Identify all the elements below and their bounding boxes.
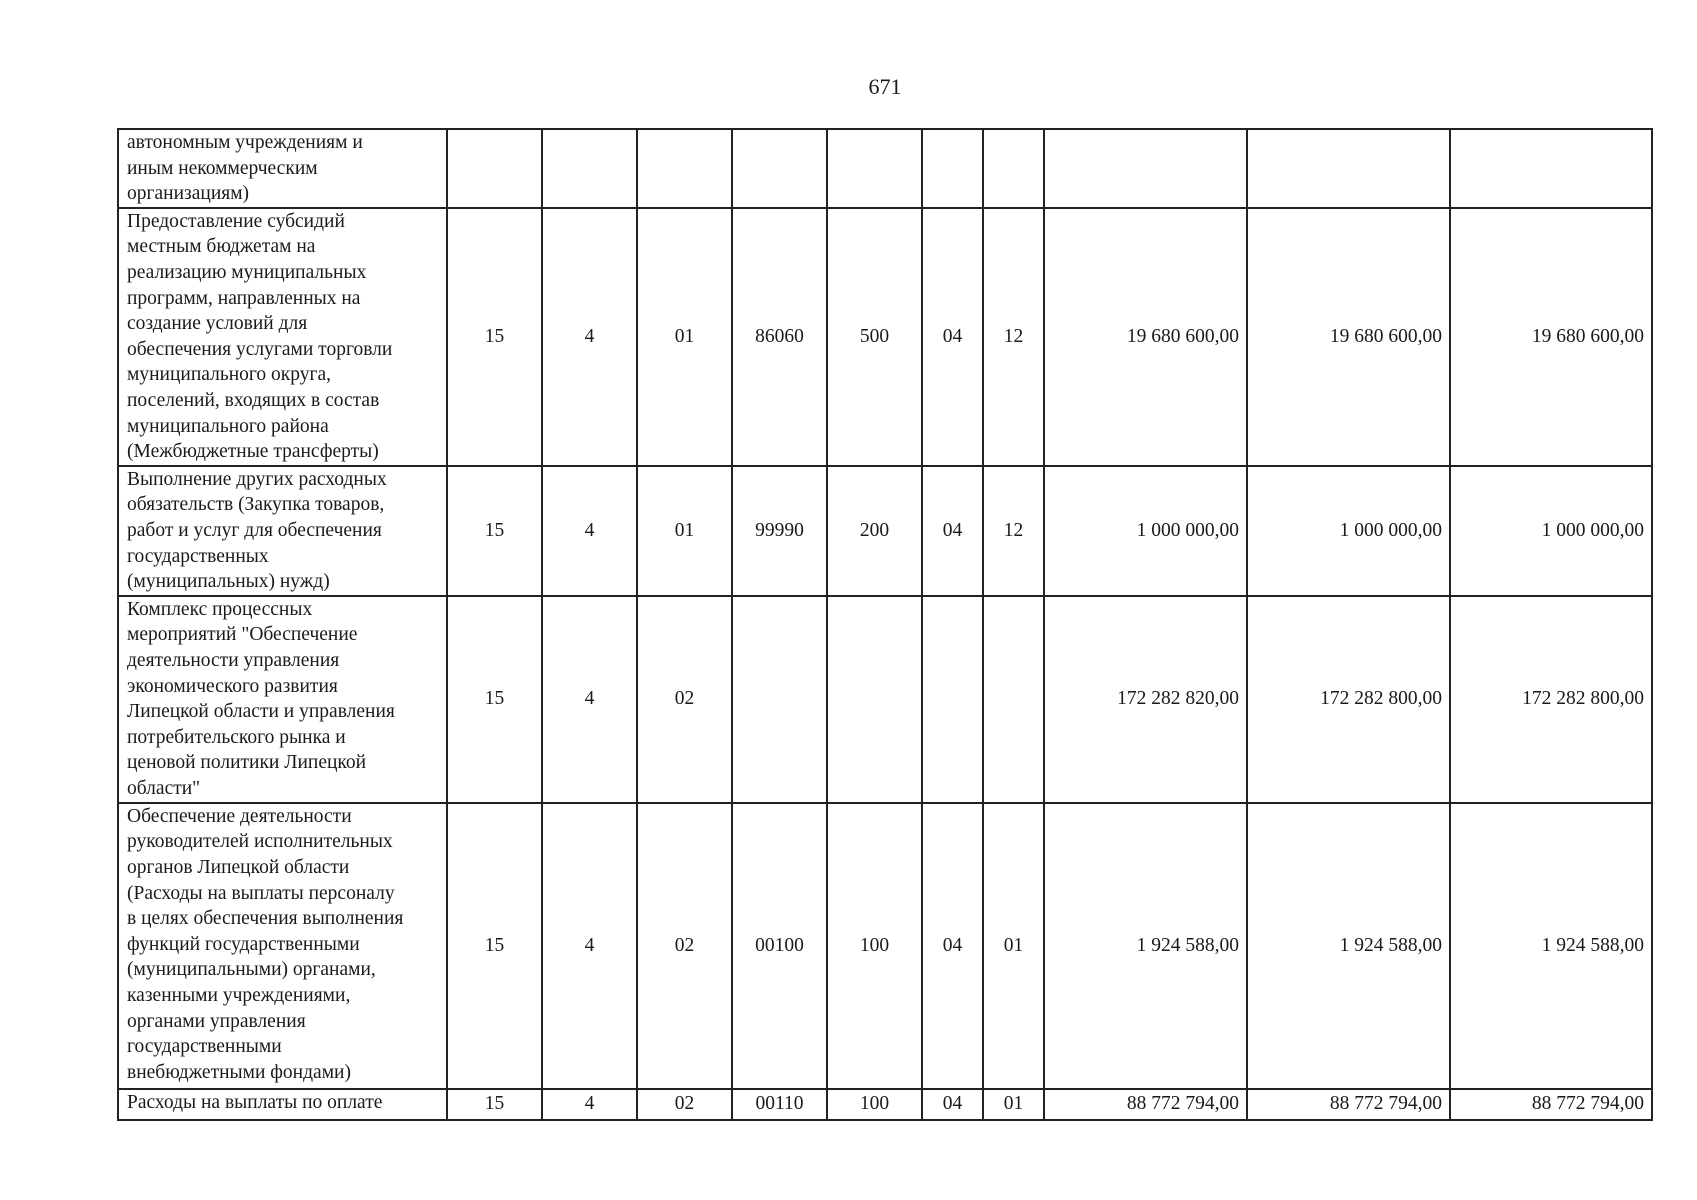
cell-subprogram-code: 4: [542, 1089, 637, 1120]
cell-amount-year-2: 1 924 588,00: [1247, 803, 1450, 1089]
description-line: (муниципальных) нужд): [127, 571, 330, 593]
cell-chapter-code: 04: [922, 208, 983, 466]
cell-amount-year-3: 19 680 600,00: [1450, 208, 1652, 466]
cell-direction-code: 00110: [732, 1089, 827, 1120]
cell-amount-year-3: 172 282 800,00: [1450, 596, 1652, 803]
description-line: иным некоммерческим: [127, 157, 318, 179]
cell-event-code: 02: [637, 803, 732, 1089]
description-line: потребительского рынка и: [127, 726, 346, 748]
cell-event-code: 01: [637, 466, 732, 596]
cell-chapter-code: [922, 596, 983, 803]
cell-section-code: 15: [447, 803, 542, 1089]
cell-subprogram-code: 4: [542, 466, 637, 596]
cell-subprogram-code: 4: [542, 803, 637, 1089]
cell-amount-year-3: 1 000 000,00: [1450, 466, 1652, 596]
description-line: обеспечения услугами торговли: [127, 338, 393, 360]
description-line: программ, направленных на: [127, 287, 361, 309]
cell-amount-year-2: 172 282 800,00: [1247, 596, 1450, 803]
cell-description: [118, 466, 447, 596]
description-line: создание условий для: [127, 313, 308, 335]
table-row: [118, 803, 1652, 1089]
cell-section-code: [447, 129, 542, 208]
cell-subchapter-code: [983, 129, 1044, 208]
cell-direction-code: [732, 596, 827, 803]
cell-subchapter-code: [983, 596, 1044, 803]
cell-event-code: 02: [637, 1089, 732, 1120]
cell-description: [118, 596, 447, 803]
cell-direction-code: 86060: [732, 208, 827, 466]
description-line: (Межбюджетные трансферты): [127, 441, 379, 463]
cell-chapter-code: 04: [922, 466, 983, 596]
cell-subchapter-code: 01: [983, 1089, 1044, 1120]
table-row: [118, 1089, 1652, 1120]
description-line: Расходы на выплаты по оплате: [127, 1091, 383, 1113]
description-line: ценовой политики Липецкой: [127, 752, 367, 774]
cell-description: [118, 803, 447, 1089]
description-line: государственными: [127, 1036, 282, 1058]
cell-direction-code: [732, 129, 827, 208]
description-line: экономического развития: [127, 675, 338, 697]
description-line: руководителей исполнительных: [127, 831, 393, 853]
cell-subchapter-code: 01: [983, 803, 1044, 1089]
cell-direction-code: 99990: [732, 466, 827, 596]
cell-section-code: 15: [447, 466, 542, 596]
description-line: функций государственными: [127, 933, 360, 955]
description-line: мероприятий "Обеспечение: [127, 624, 358, 646]
cell-subchapter-code: 12: [983, 208, 1044, 466]
cell-description: [118, 208, 447, 466]
description-line: органов Липецкой области: [127, 856, 350, 878]
cell-description: [118, 1089, 447, 1120]
cell-subchapter-code: 12: [983, 466, 1044, 596]
cell-description: [118, 129, 447, 208]
table-row: [118, 208, 1652, 466]
description-line: местным бюджетам на: [127, 236, 316, 258]
description-line: в целях обеспечения выполнения: [127, 908, 404, 930]
cell-expense-type-code: 200: [827, 466, 922, 596]
description-line: Липецкой области и управления: [127, 701, 395, 723]
description-line: деятельности управления: [127, 649, 340, 671]
cell-event-code: 02: [637, 596, 732, 803]
cell-amount-year-1: 1 924 588,00: [1044, 803, 1247, 1089]
cell-subprogram-code: [542, 129, 637, 208]
cell-expense-type-code: 100: [827, 1089, 922, 1120]
cell-amount-year-2: [1247, 129, 1450, 208]
description-line: работ и услуг для обеспечения: [127, 519, 382, 541]
description-line: (Расходы на выплаты персоналу: [127, 882, 395, 904]
description-line: муниципального района: [127, 415, 329, 437]
description-line: Выполнение других расходных: [127, 468, 387, 490]
description-line: Предоставление субсидий: [127, 210, 345, 232]
cell-chapter-code: [922, 129, 983, 208]
description-line: обязательств (Закупка товаров,: [127, 494, 385, 516]
cell-direction-code: 00100: [732, 803, 827, 1089]
cell-section-code: 15: [447, 596, 542, 803]
budget-table-body: [118, 129, 1652, 1120]
cell-chapter-code: 04: [922, 803, 983, 1089]
cell-subprogram-code: 4: [542, 208, 637, 466]
cell-expense-type-code: [827, 129, 922, 208]
cell-amount-year-2: 1 000 000,00: [1247, 466, 1450, 596]
cell-chapter-code: 04: [922, 1089, 983, 1120]
description-line: органами управления: [127, 1010, 306, 1032]
cell-amount-year-1: 1 000 000,00: [1044, 466, 1247, 596]
cell-event-code: 01: [637, 208, 732, 466]
description-line: Обеспечение деятельности: [127, 805, 352, 827]
cell-amount-year-1: 88 772 794,00: [1044, 1089, 1247, 1120]
cell-section-code: 15: [447, 1089, 542, 1120]
description-line: муниципального округа,: [127, 364, 332, 386]
cell-expense-type-code: [827, 596, 922, 803]
cell-amount-year-1: 19 680 600,00: [1044, 208, 1247, 466]
cell-amount-year-3: 1 924 588,00: [1450, 803, 1652, 1089]
budget-table: [117, 128, 1653, 1121]
description-line: казенными учреждениями,: [127, 984, 351, 1006]
cell-amount-year-2: 88 772 794,00: [1247, 1089, 1450, 1120]
cell-amount-year-1: 172 282 820,00: [1044, 596, 1247, 803]
description-line: (муниципальными) органами,: [127, 959, 376, 981]
description-line: внебюджетными фондами): [127, 1061, 351, 1083]
cell-expense-type-code: 100: [827, 803, 922, 1089]
description-line: Комплекс процессных: [127, 598, 313, 620]
description-line: области": [127, 777, 201, 799]
table-row: [118, 596, 1652, 803]
table-row: [118, 129, 1652, 208]
cell-section-code: 15: [447, 208, 542, 466]
description-line: государственных: [127, 545, 269, 567]
description-line: организациям): [127, 183, 250, 205]
description-line: реализацию муниципальных: [127, 261, 367, 283]
cell-expense-type-code: 500: [827, 208, 922, 466]
cell-amount-year-3: [1450, 129, 1652, 208]
page-number: 671: [868, 74, 902, 99]
description-line: поселений, входящих в состав: [127, 389, 380, 411]
cell-amount-year-1: [1044, 129, 1247, 208]
table-row: [118, 466, 1652, 596]
description-line: автономным учреждениям и: [127, 132, 363, 153]
cell-amount-year-2: 19 680 600,00: [1247, 208, 1450, 466]
cell-amount-year-3: 88 772 794,00: [1450, 1089, 1652, 1120]
cell-subprogram-code: 4: [542, 596, 637, 803]
cell-event-code: [637, 129, 732, 208]
